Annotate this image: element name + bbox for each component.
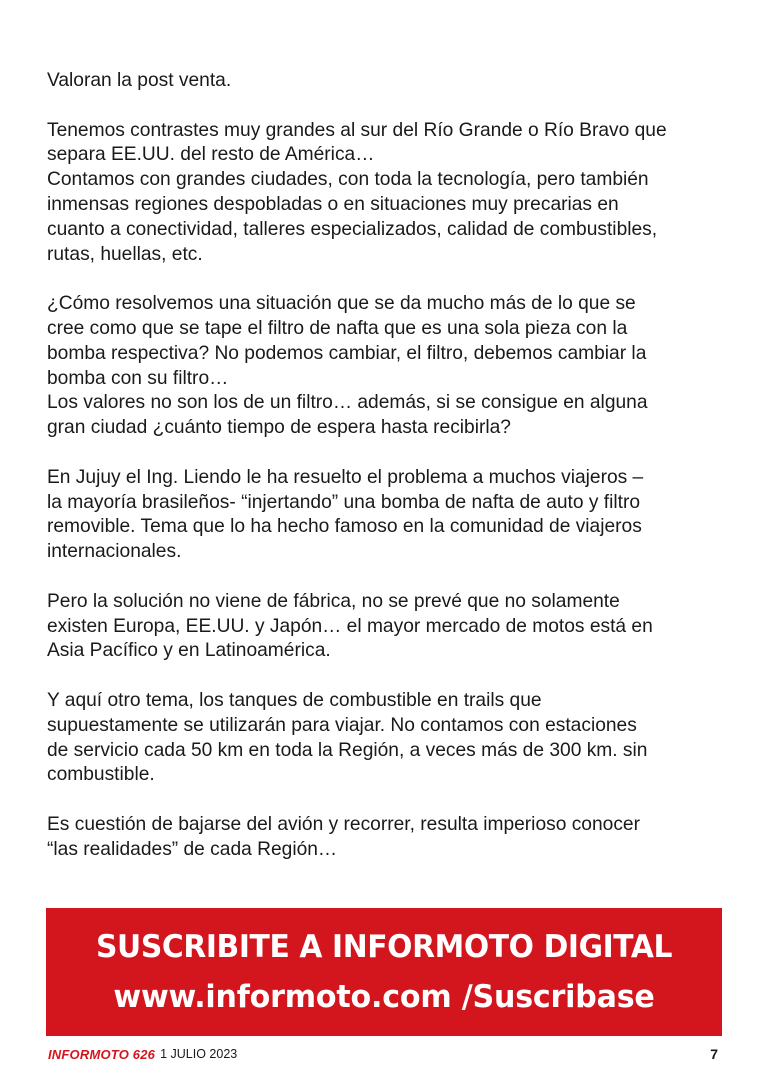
footer-brand: INFORMOTO 626: [48, 1046, 156, 1062]
banner-headline: SUSCRIBITE A INFORMOTO DIGITAL: [95, 929, 673, 965]
paragraph: En Jujuy el Ing. Liendo le ha resuelto el problema a muchos viajeros – la mayoría brasileños- “injertando” una bomba de nafta de auto y filtro removible. Tema que lo ha hecho famoso en la comunidad de viajeros internacionales.: [47, 466, 644, 563]
article-body: [47, 69, 737, 887]
paragraph: Valoran la post venta.: [47, 70, 232, 91]
page-footer: [48, 1044, 718, 1064]
page-number: 7: [710, 1046, 718, 1062]
footer-date: 1 JULIO 2023: [160, 1047, 238, 1061]
paragraph: Tenemos contrastes muy grandes al sur del Río Grande o Río Bravo que separa EE.UU. del resto de América… Contamos con grandes ciudades, con toda la tecnología, pero también inmensas regiones despobladas o en situaciones muy precarias en cuanto a conectividad, talleres especializados, calidad de combustibles, rutas, huellas, etc.: [47, 119, 667, 265]
banner-url-link[interactable]: www.informoto.com /Suscribase: [113, 979, 655, 1015]
paragraph: Pero la solución no viene de fábrica, no se prevé que no solamente existen Europa, EE.UU. y Japón… el mayor mercado de motos está en Asia Pacífico y en Latinoamérica.: [47, 590, 653, 662]
paragraph: Es cuestión de bajarse del avión y recorrer, resulta imperioso conocer “las realidades” de cada Región…: [47, 813, 640, 860]
subscribe-banner[interactable]: [46, 908, 722, 1036]
paragraph: ¿Cómo resolvemos una situación que se da mucho más de lo que se cree como que se tape el filtro de nafta que es una sola pieza con la bomba respectiva? No podemos cambiar, el filtro, debemos cambiar la bomba con su filtro… Los valores no son los de un filtro… además, si se consigue en alguna gran ciudad ¿cuánto tiempo de espera hasta recibirla?: [47, 293, 648, 439]
paragraph: Y aquí otro tema, los tanques de combustible en trails que supuestamente se utilizarán para viajar. No contamos con estaciones de servicio cada 50 km en toda la Región, a veces más de 300 km. sin combustible.: [47, 689, 648, 786]
